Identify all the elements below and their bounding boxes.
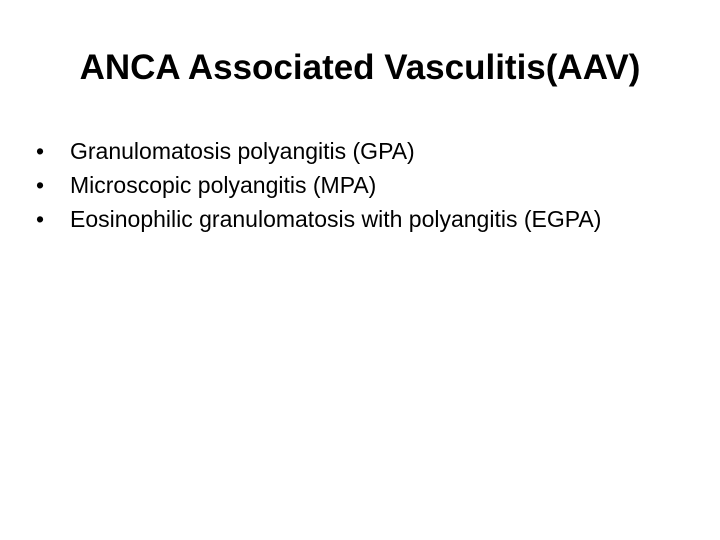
bullet-item-egpa: • Eosinophilic granulomatosis with polyangitis (EGPA) bbox=[36, 204, 696, 234]
slide-title: ANCA Associated Vasculitis(AAV) bbox=[79, 48, 641, 87]
bullet-list bbox=[36, 136, 696, 238]
bullet-item-gpa: • Granulomatosis polyangitis (GPA) bbox=[36, 136, 696, 166]
bullet-item-mpa: • Microscopic polyangitis (MPA) bbox=[36, 170, 696, 200]
